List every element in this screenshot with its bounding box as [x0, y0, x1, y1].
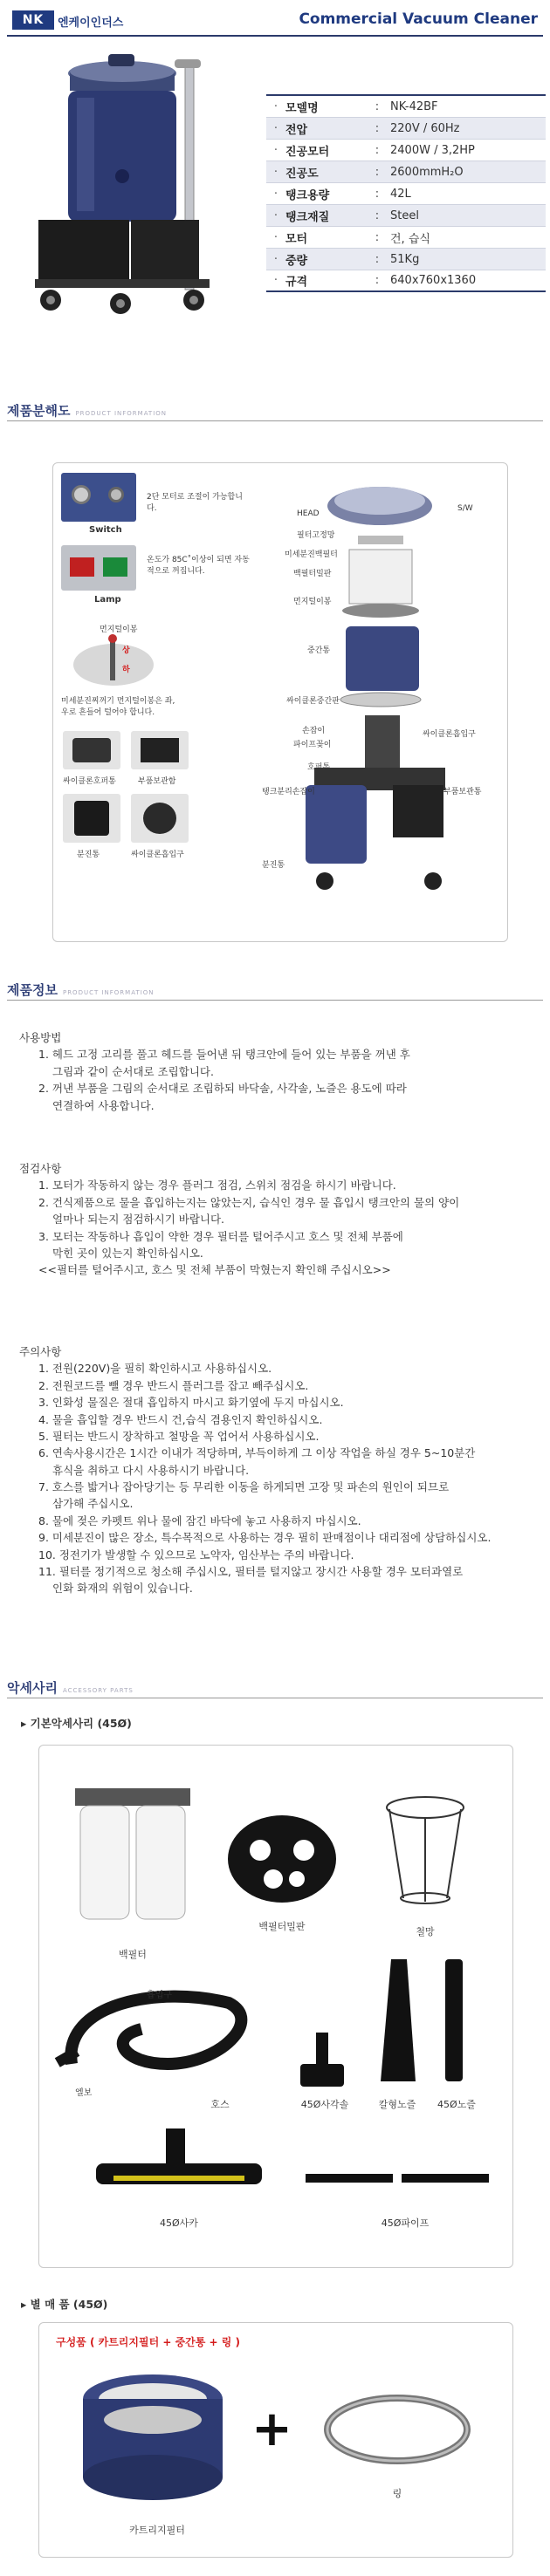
caution-line-9: 삼가해 주십시오.: [52, 1497, 134, 1511]
switch-photo: [61, 473, 136, 522]
caption-hose: 호스: [210, 2099, 230, 2110]
check-line-5: 막힌 곳이 있는지 확인하십시오.: [52, 1246, 203, 1260]
usage-line-1: 1. 헤드 고정 고리를 풀고 헤드를 들어낸 뒤 탱크안에 들어 있는 부품을 꺼낸 후: [38, 1048, 410, 1062]
page-title: Commercial Vacuum Cleaner: [299, 10, 538, 28]
spec-row-model: · 모델명 : NK-42BF: [266, 96, 546, 118]
caption-inlet: 흡입구: [147, 1991, 172, 2000]
pipe-image: [306, 2163, 498, 2207]
caution-block: [19, 1343, 550, 1597]
vacuum-cleaner-illustration: [35, 45, 244, 333]
section-rule-info: [7, 1000, 543, 1001]
hose-image: [54, 1968, 264, 2090]
part-dust-bin: 분진통: [77, 851, 100, 859]
caution-line-12: 10. 정전기가 발생할 수 있으므로 노약자, 임산부는 주의 바랍니다.: [38, 1548, 354, 1561]
caption-floor-brush: 45Ø사카: [160, 2217, 198, 2229]
spec-table: [266, 94, 546, 292]
label-middle-bin: 중간통: [307, 646, 331, 655]
header-rule: [7, 35, 543, 37]
spec-row-voltage: · 전압 : 220V / 60Hz: [266, 118, 546, 140]
check-line-3: 얼마나 되는지 점검하시기 바랍니다.: [52, 1213, 225, 1227]
lamp-photo: [61, 545, 136, 591]
caution-line-5: 5. 필터는 반드시 장착하고 철망을 꼭 업어서 사용하십시오.: [38, 1429, 320, 1443]
check-line-4: 3. 모터는 작동하나 흡입이 약한 경우 필터를 털어주시고 호스 및 전체 부품에: [38, 1229, 403, 1243]
part-cyclone-inlet: 싸이클론흡입구: [131, 851, 184, 859]
label-dust-bin: 분진통: [262, 861, 285, 870]
check-line-6: <<필터를 털어주시고, 호스 및 전체 부품이 막혔는지 확인해 주십시오>>: [38, 1263, 391, 1277]
label-switch: S/W: [457, 504, 473, 513]
dust-stick-photo: [70, 628, 157, 689]
bag-filter-image: [72, 1788, 194, 1937]
label-pipe-holder: 파이프꽂이: [293, 741, 332, 749]
caption-cartridge-filter: 카트리지필터: [129, 2525, 185, 2536]
caution-line-14: 인화 화재의 위험이 있습니다.: [52, 1582, 193, 1595]
caption-pipe: 45Ø파이프: [381, 2217, 430, 2229]
dust-arrow-up: 상: [122, 646, 130, 655]
dust-stick-note: 미세분진찌꺼기 먼지털이봉은 좌, 우로 흔들어 털어야 합니다.: [61, 697, 175, 717]
part-parts-box: 부품보관함: [138, 777, 176, 786]
caption-elbow: 엘보: [75, 2088, 93, 2098]
nozzle-image: [437, 1959, 471, 2090]
spec-row-vacuum: · 진공도 : 2600mmH₂O: [266, 161, 546, 183]
basic-accessory-title: ▸ 기본악세사리 (45Ø): [21, 1717, 132, 1730]
label-head: HEAD: [297, 509, 320, 518]
caution-title: 주의사항: [19, 1345, 62, 1358]
label-tank-handle: 탱크분리손잡이: [262, 788, 315, 796]
caption-bag-filter: 백필터: [119, 1949, 147, 1960]
caution-line-10: 8. 물에 젖은 카펫트 위나 물에 잠긴 바닥에 놓고 사용하지 마십시오.: [38, 1513, 361, 1527]
cyclone-hopper-photo: [63, 731, 120, 769]
label-parts-bin: 부품보관통: [443, 788, 482, 796]
caption-ring: 링: [392, 2488, 402, 2499]
extra-heading: 구성품 ( 카트리지필터 + 중간통 + 링 ): [56, 2336, 241, 2348]
ring-image: [323, 2390, 471, 2469]
spec-row-tank-material: · 탱크재질 : Steel: [266, 205, 546, 227]
check-line-1: 1. 모터가 작동하지 않는 경우 플러그 점검, 스위치 점검을 하시기 바랍니다.: [38, 1179, 396, 1192]
dust-stick-label: 먼지털이봉: [100, 625, 138, 634]
switch-note: 2단 모터로 조절이 가능합니다.: [147, 493, 243, 513]
caution-line-3: 3. 인화성 물질은 절대 흡입하지 마시고 화기옆에 두지 마십시오.: [38, 1396, 344, 1410]
label-hopper: 호퍼통: [307, 763, 331, 772]
usage-line-3: 2. 꺼낸 부품을 그림의 순서대로 조립하되 바닥솔, 사각솔, 노즐은 용도에 따라: [38, 1082, 407, 1096]
floor-brush-image: [96, 2128, 271, 2207]
section-title-info: 제품정보 PRODUCT INFORMATION: [7, 982, 155, 998]
lamp-note: 온도가 85C˚이상이 되면 자동적으로 꺼집니다.: [147, 556, 250, 576]
check-title: 점검사항: [19, 1162, 62, 1175]
label-dust-stick: 먼지털이봉: [293, 598, 332, 606]
spec-row-motor: · 진공모터 : 2400W / 3,2HP: [266, 140, 546, 161]
parts-box-photo: [131, 731, 189, 769]
caution-line-1: 1. 전원(220V)을 필히 확인하시고 사용하십시오.: [38, 1362, 272, 1376]
caption-bag-plate: 백필터밀판: [258, 1921, 306, 1932]
switch-label: Switch: [89, 525, 122, 535]
extra-accessory-title: ▸ 별 매 품 (45Ø): [21, 2298, 108, 2311]
label-cyclone-inlet: 싸이클론흡입구: [423, 730, 476, 739]
caution-line-7: 휴식을 취하고 다시 사용하시기 바랍니다.: [52, 1463, 250, 1477]
caution-line-11: 9. 미세분진이 많은 장소, 특수목적으로 사용하는 경우 필히 판매점이나 대리점에 상담하십시오.: [38, 1531, 492, 1545]
part-cyclone-hopper: 싸이클론호퍼통: [63, 777, 116, 786]
caution-line-8: 7. 호스를 밟거나 잡아당기는 등 무리한 이동을 하게되면 고장 및 파손의 원인이 되므로: [38, 1480, 450, 1493]
cartridge-filter-image: [79, 2364, 227, 2512]
spec-row-size: · 규격 : 640x760x1360: [266, 270, 546, 292]
caption-square-brush: 45Ø사각솔: [300, 2099, 349, 2110]
usage-line-4: 연결하여 사용합니다.: [52, 1098, 155, 1112]
plus-sign: +: [251, 2401, 292, 2457]
wire-net-image: [377, 1794, 473, 1916]
brand-name: 엔케이인더스: [58, 17, 124, 30]
label-filter-net: 필터고정망: [297, 531, 335, 540]
caption-wire-net: 철망: [416, 1926, 435, 1937]
spec-row-tank-capacity: · 탱크용량 : 42L: [266, 183, 546, 205]
caution-line-2: 2. 전원코드를 뺄 경우 반드시 플러그를 잡고 빼주십시오.: [38, 1378, 309, 1392]
spec-row-type: · 모터 : 건, 습식: [266, 227, 546, 249]
label-fine-bag-filter: 미세분진백필터: [285, 550, 338, 559]
caution-line-6: 6. 연속사용시간은 1시간 이내가 적당하며, 부득이하게 그 이상 작업을 하실 경우 5~10분간: [38, 1446, 476, 1460]
caption-nozzle: 45Ø노즐: [437, 2099, 476, 2110]
label-handle: 손잡이: [302, 727, 326, 735]
company-logo: NK: [12, 10, 54, 30]
check-line-2: 2. 건식제품으로 물을 흡입하는지는 않았는지, 습식인 경우 물 흡입시 탱크안의 물의 양이: [38, 1195, 460, 1209]
crevice-nozzle-image: [377, 1959, 421, 2090]
spec-row-weight: · 중량 : 51Kg: [266, 249, 546, 270]
caution-line-4: 4. 물을 흡입할 경우 반드시 건,습식 겸용인지 확인하십시오.: [38, 1412, 323, 1426]
cyclone-inlet-photo: [131, 794, 189, 843]
caption-crevice-nozzle: 칼형노즐: [378, 2099, 416, 2110]
dust-bin-photo: [63, 794, 120, 843]
usage-block: [19, 1029, 543, 1114]
section-title-accessory: 악세사리 ACCESSORY PARTS: [7, 1680, 134, 1696]
square-brush-image: [297, 2033, 349, 2094]
usage-line-2: 그림과 같이 순서대로 조립합니다.: [52, 1064, 214, 1078]
lamp-label: Lamp: [94, 595, 121, 605]
check-block: [19, 1160, 543, 1279]
usage-title: 사용방법: [19, 1031, 62, 1044]
caution-line-13: 11. 필터를 정기적으로 청소해 주십시오, 필터를 털지않고 장시간 사용할 경우 모터과열로: [38, 1564, 464, 1578]
dust-arrow-down: 하: [122, 666, 130, 674]
section-rule-exploded: [7, 420, 543, 421]
section-title-exploded: 제품분해도 PRODUCT INFORMATION: [7, 403, 168, 419]
label-bag-plate: 백필터밀판: [293, 570, 332, 578]
bag-plate-image: [225, 1811, 339, 1907]
label-cyclone-plate: 싸이클론중간판: [286, 697, 340, 706]
